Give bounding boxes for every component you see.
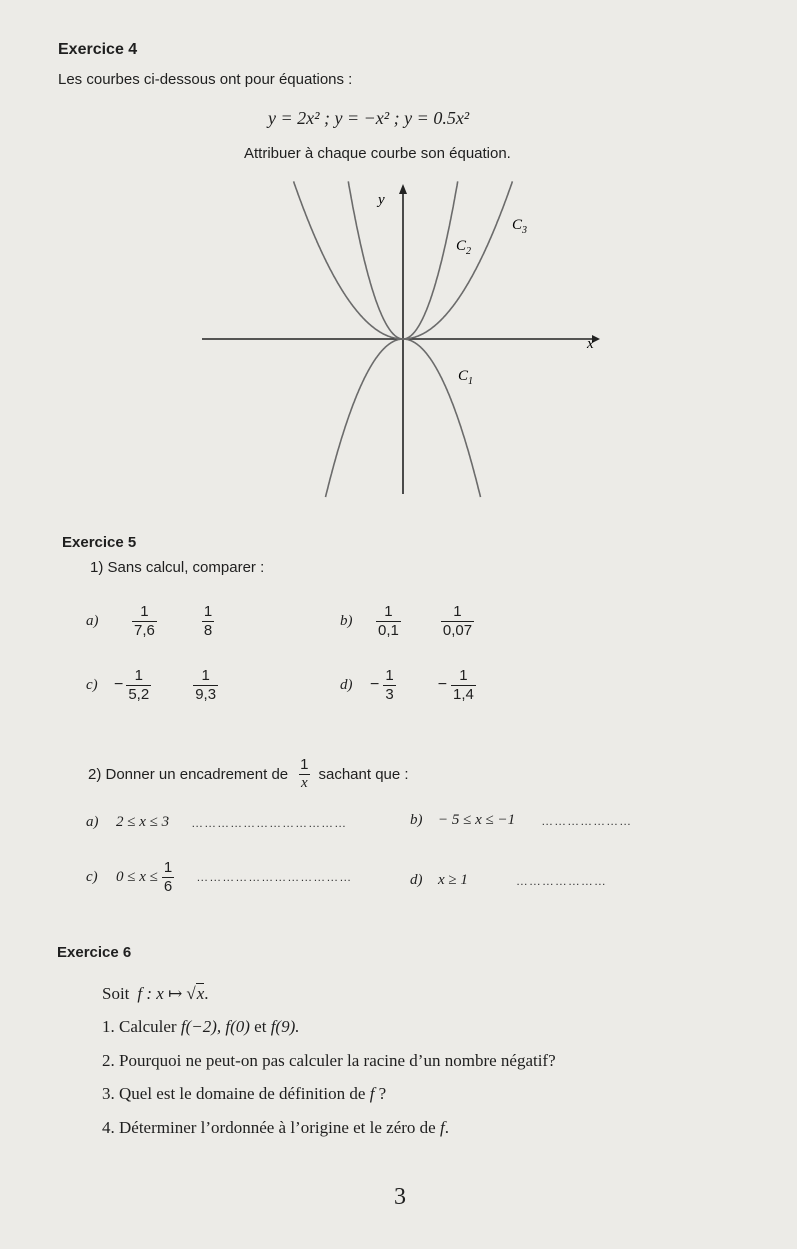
fraction-one-over-x: $\frac{1}{x}$	[300, 756, 309, 791]
equations-line: y = 2x² ; y = −x² ; y = 0.5x²	[268, 108, 470, 128]
sqrt-icon: √	[186, 983, 196, 1003]
y-axis-arrow	[399, 184, 407, 194]
fraction: $\frac{1}{1,4}$	[453, 667, 474, 703]
fraction: $\frac{1}{8}$	[203, 603, 213, 639]
condition-d: d) x ≥ 1 …………………	[410, 872, 607, 888]
exercise-4-intro: Les courbes ci-dessous ont pour équations :	[58, 71, 353, 88]
answer-blank[interactable]: …………………	[541, 813, 633, 828]
exercise-6-question-3: 3. Quel est le domaine de définition de f ?	[102, 1084, 387, 1103]
condition-a: a) 2 ≤ x ≤ 3 ………………………………	[86, 814, 348, 830]
compare-item-c: c) − $\frac{1}{5,2}$ $\frac{1}{9,3}$	[86, 667, 217, 703]
curve-label-c3: $C_3$	[512, 217, 528, 236]
compare-item-b: b) $\frac{1}{0,1}$ $\frac{1}{0,07}$	[340, 603, 473, 639]
exercise-6-title: Exercice 6	[57, 944, 132, 961]
exercise-5-title: Exercice 5	[62, 534, 137, 551]
fraction: $\frac{1}{6}$	[163, 859, 173, 895]
exercise-4-title: Exercice 4	[58, 41, 138, 58]
compare-item-a: a) $\frac{1}{7,6}$ $\frac{1}{8}$	[86, 603, 213, 639]
x-axis-label: x	[587, 336, 594, 352]
curve-label-c2: $C_2$	[456, 238, 472, 257]
compare-item-d: d) − $\frac{1}{3}$ − $\frac{1}{1,4}$	[340, 667, 474, 703]
exercise-5-question-2: 2) Donner un encadrement de $\frac{1}{x}$ sachant que :	[88, 756, 409, 791]
fraction: $\frac{1}{0,1}$	[378, 603, 399, 639]
fraction: $\frac{1}{3}$	[385, 667, 394, 703]
answer-blank[interactable]: ………………………………	[196, 870, 353, 885]
exercise-6-question-4: 4. Déterminer l’ordonnée à l’origine et le zéro de f.	[102, 1118, 449, 1137]
exercise-6-question-1: 1. Calculer f(−2), f(0) et f(9).	[102, 1017, 300, 1036]
answer-blank[interactable]: …………………	[515, 873, 607, 888]
answer-blank[interactable]: ………………………………	[191, 815, 348, 830]
function-definition: Soit f : x ↦ √ x .	[102, 983, 209, 1003]
condition-c: c) 0 ≤ x ≤ $\frac{1}{6}$ ………………………………	[86, 859, 353, 895]
exercise-6-question-2: 2. Pourquoi ne peut-on pas calculer la racine d’un nombre négatif?	[102, 1051, 556, 1070]
fraction: $\frac{1}{0,07}$	[442, 603, 473, 639]
page-number: 3	[394, 1184, 406, 1210]
y-axis-label: y	[378, 192, 385, 208]
parabola-graph	[200, 176, 620, 506]
fraction: $\frac{1}{7,6}$	[134, 603, 155, 639]
condition-b: b) − 5 ≤ x ≤ −1 …………………	[410, 812, 633, 828]
fraction: $\frac{1}{9,3}$	[195, 667, 217, 703]
exercise-4-instruction: Attribuer à chaque courbe son équation.	[244, 145, 511, 162]
fraction: $\frac{1}{5,2}$	[128, 667, 150, 703]
exercise-5-question-1: 1) Sans calcul, comparer :	[90, 559, 265, 576]
curve-label-c1: $C_1$	[458, 368, 474, 387]
